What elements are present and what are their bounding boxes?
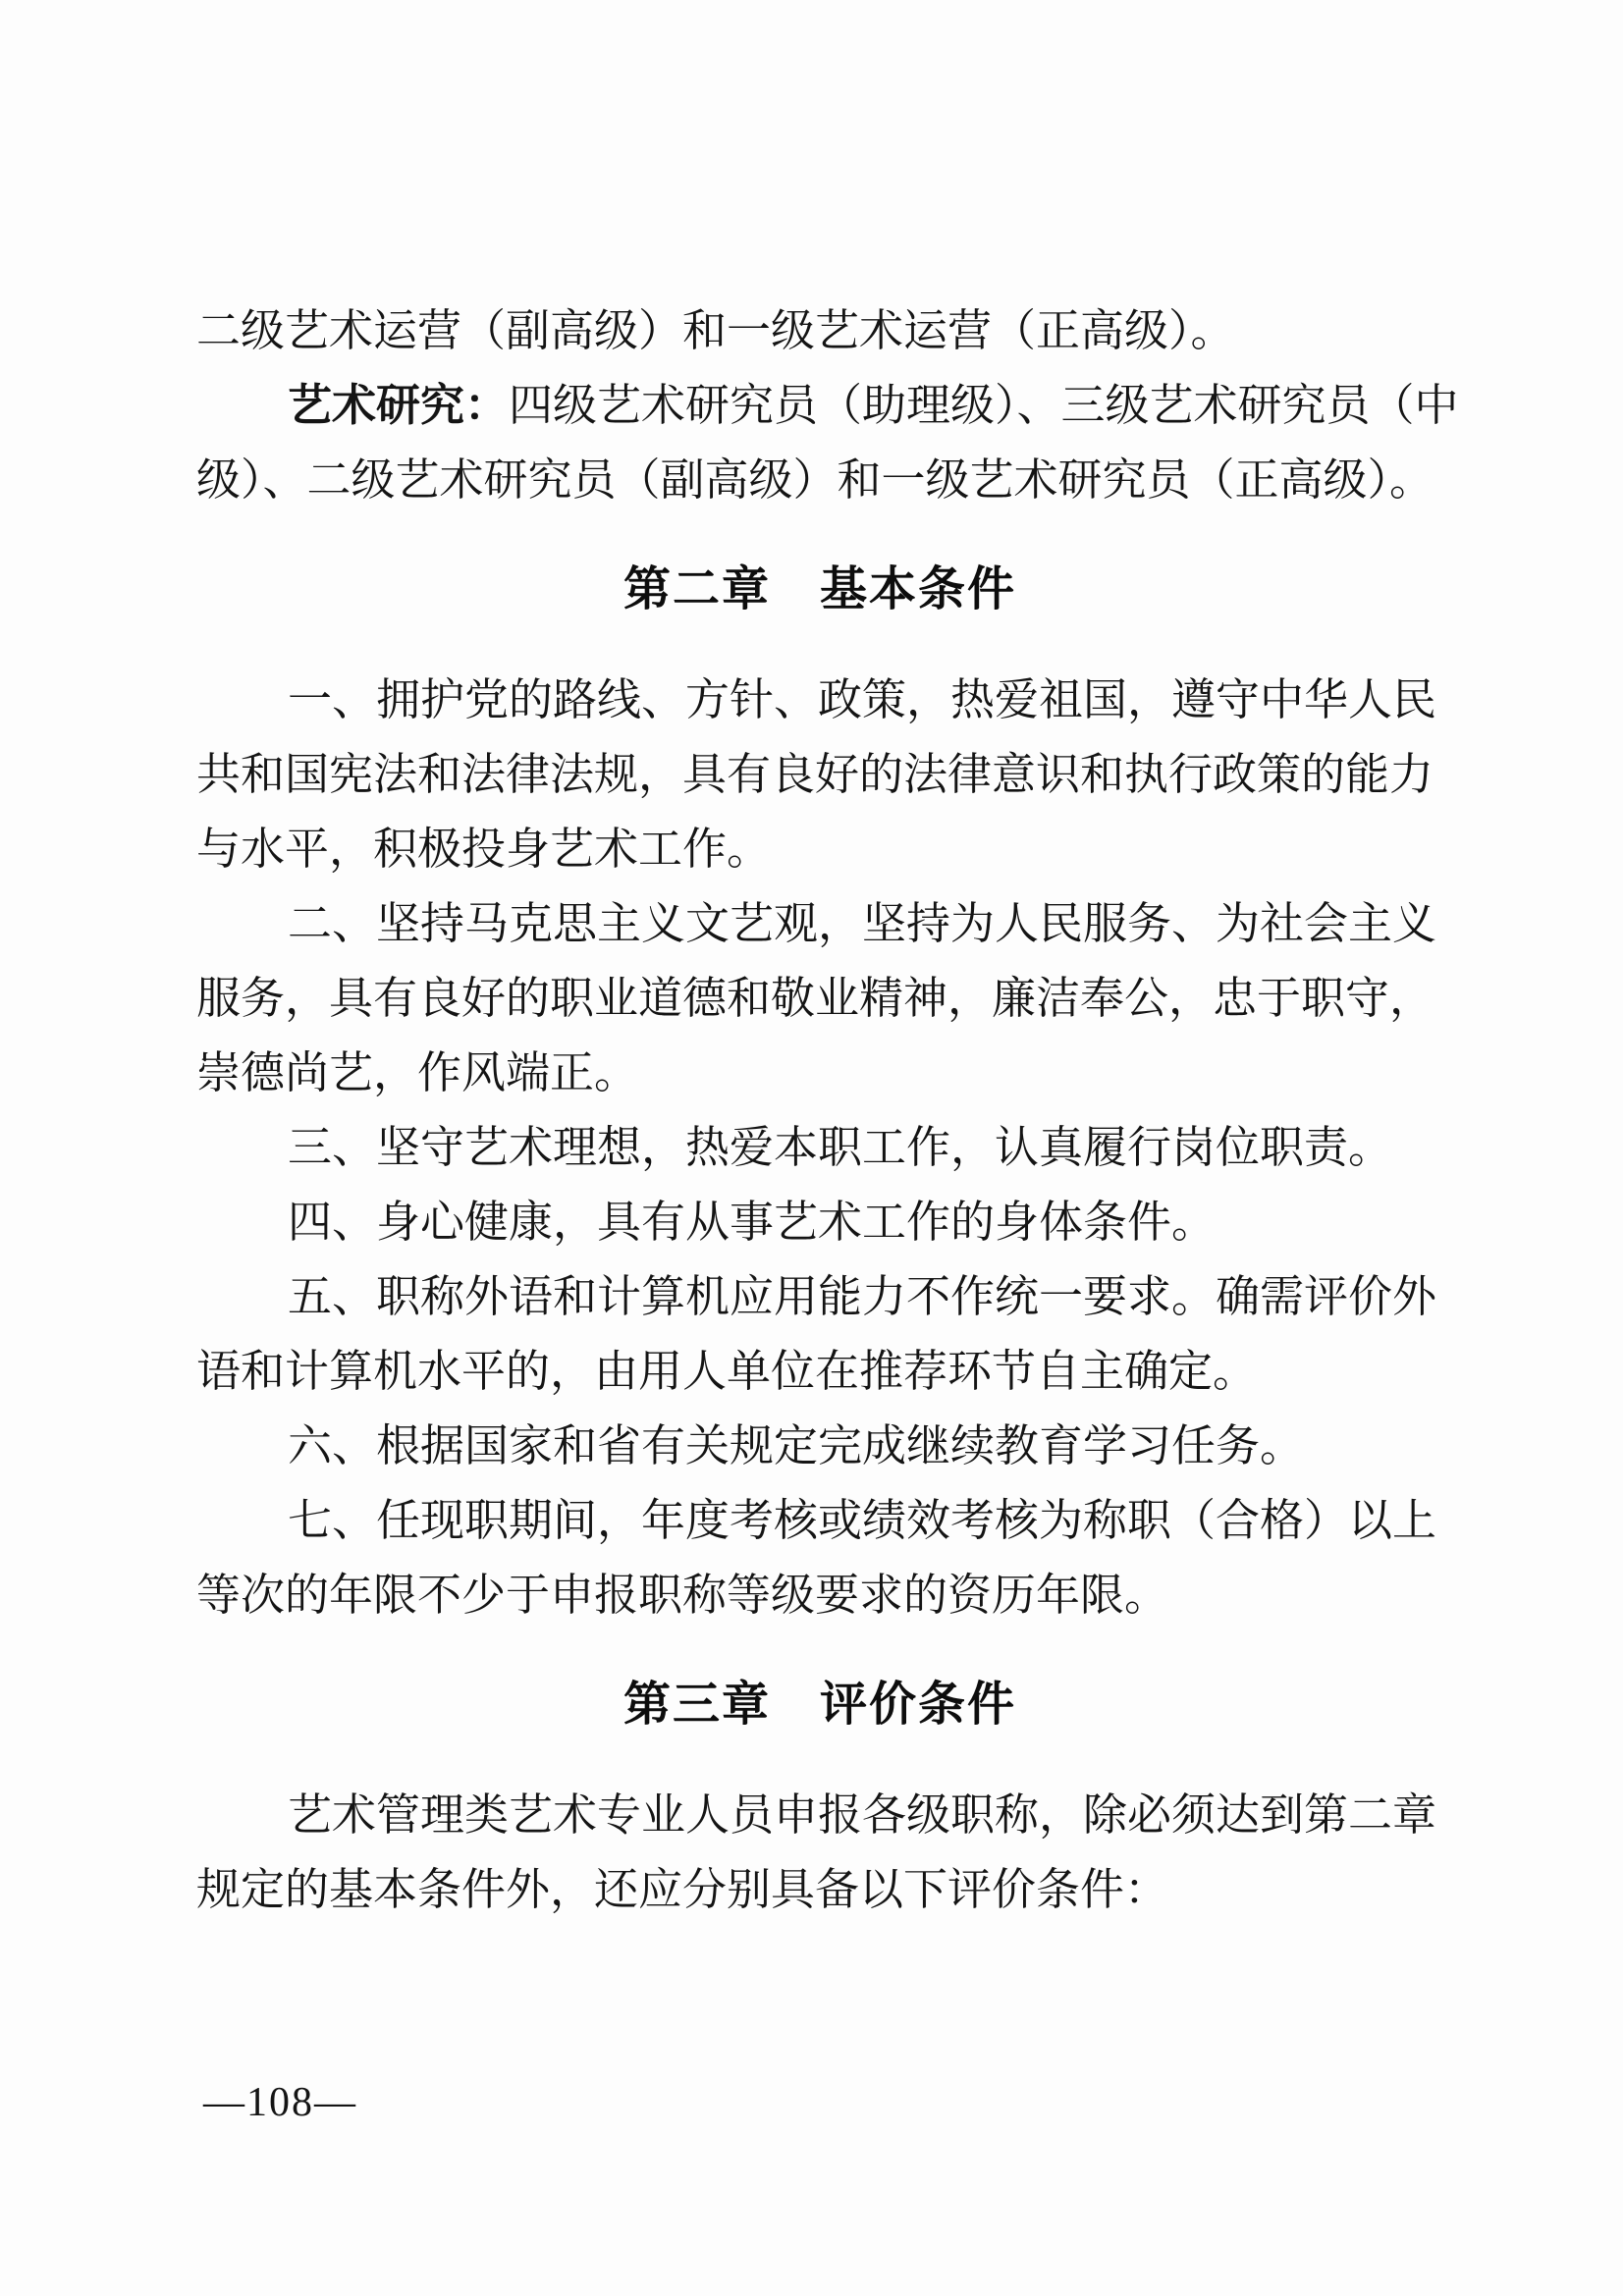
chapter2-item3-line-1: 三、坚守艺术理想，热爱本职工作，认真履行岗位职责。	[288, 1123, 1393, 1172]
chapter2-item2-line-2: 服务，具有良好的职业道德和敬业精神，廉洁奉公，忠于职守，	[196, 974, 1434, 1023]
research-bold-lead: 艺术研究：	[288, 381, 510, 430]
chapter2-item2-line-3: 崇德尚艺，作风端正。	[196, 1048, 639, 1097]
chapter2-item2-line-1: 二、坚持马克思主义文艺观，坚持为人民服务、为社会主义	[288, 899, 1437, 948]
chapter3-intro-line-1: 艺术管理类艺术专业人员申报各级职称，除必须达到第二章	[288, 1790, 1437, 1840]
chapter2-item5-line-1: 五、职称外语和计算机应用能力不作统一要求。确需评价外	[288, 1272, 1437, 1321]
prev-paragraph-end-line: 二级艺术运营（副高级）和一级艺术运营（正高级）。	[196, 306, 1235, 355]
research-paragraph-line-2: 级）、二级艺术研究员（副高级）和一级艺术研究员（正高级）。	[196, 455, 1434, 505]
chapter2-item1-line-2: 共和国宪法和法律法规，具有良好的法律意识和执行政策的能力	[196, 750, 1434, 799]
chapter2-item4-line-1: 四、身心健康，具有从事艺术工作的身体条件。	[288, 1198, 1217, 1247]
chapter-2-heading: 第二章 基本条件	[622, 563, 1016, 615]
chapter2-item6-line-1: 六、根据国家和省有关规定完成继续教育学习任务。	[288, 1421, 1305, 1470]
document-content	[196, 294, 1459, 1927]
research-line-1-text: 四级艺术研究员（助理级）、三级艺术研究员（中	[509, 381, 1459, 430]
page-number: —108—	[203, 2080, 357, 2125]
chapter2-item7-line-2: 等次的年限不少于申报职称等级要求的资历年限。	[196, 1571, 1169, 1620]
chapter2-item1-line-1: 一、拥护党的路线、方针、政策，热爱祖国，遵守中华人民	[288, 675, 1437, 724]
chapter3-intro-line-2: 规定的基本条件外，还应分别具备以下评价条件：	[196, 1865, 1169, 1914]
chapter2-item1-line-3: 与水平，积极投身艺术工作。	[196, 825, 772, 874]
chapter2-item5-line-2: 语和计算机水平的，由用人单位在推荐环节自主确定。	[196, 1347, 1258, 1396]
research-paragraph-line-1	[196, 368, 1459, 443]
chapter-3-heading: 第三章 评价条件	[622, 1679, 1016, 1731]
chapter2-item7-line-1: 七、任现职期间，年度考核或绩效考核为称职（合格）以上	[288, 1496, 1437, 1545]
